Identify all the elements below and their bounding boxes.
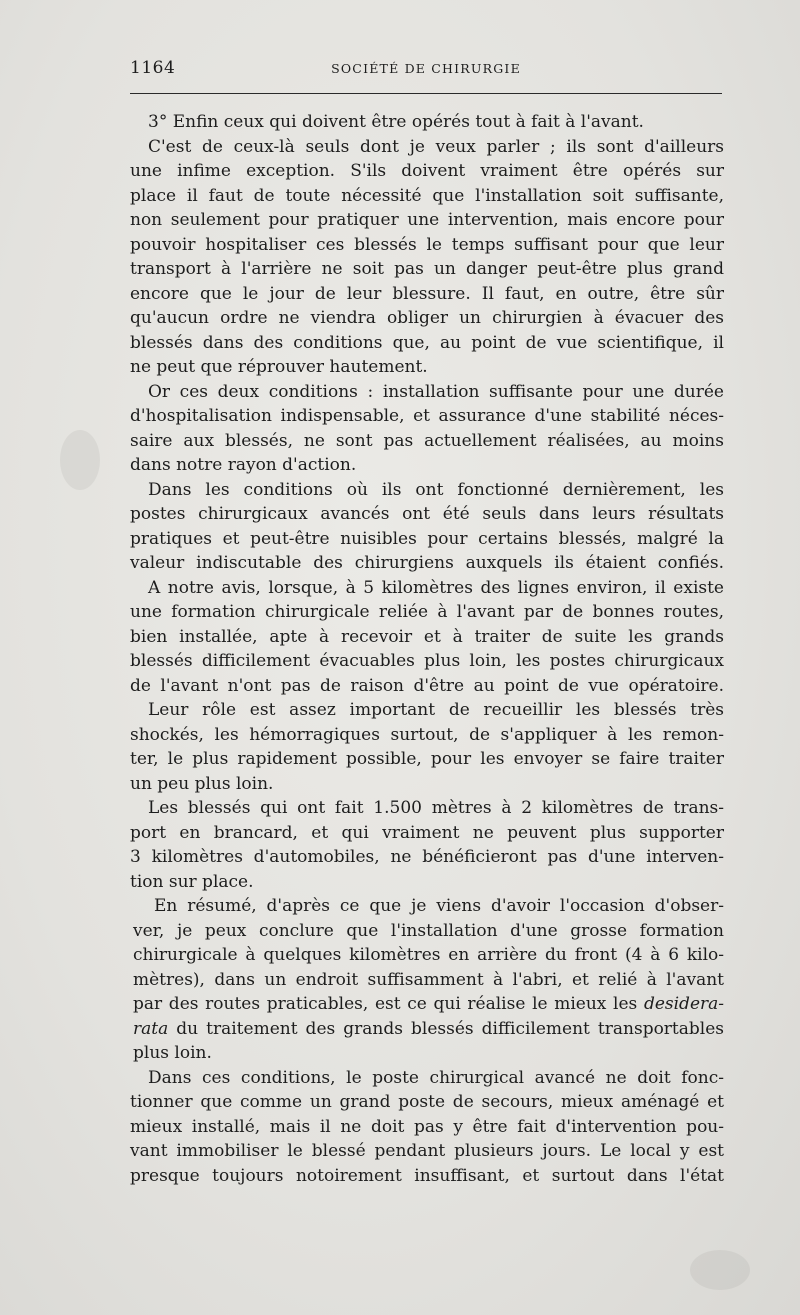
- text-line: [130, 649, 724, 674]
- line-text: une infime exception. S'ils doivent vraiment être opérés sur: [130, 161, 724, 181]
- text-line: [130, 1164, 724, 1189]
- text-line: [130, 698, 724, 723]
- text-line: [130, 870, 724, 895]
- running-title: SOCIÉTÉ DE CHIRURGIE: [331, 61, 521, 76]
- page-header: [130, 58, 722, 82]
- line-text: postes chirurgicaux avancés ont été seuls dans leurs résultats: [130, 504, 724, 524]
- text-line: [130, 282, 724, 307]
- text-line: [130, 723, 724, 748]
- text-line: [130, 110, 724, 135]
- text-line: [130, 1041, 724, 1066]
- line-text: place il faut de toute nécessité que l'installation soit suffisante,: [130, 185, 724, 206]
- text-line: [130, 845, 724, 870]
- text-line: [130, 576, 724, 601]
- line-text: 3 kilomètres d'automobiles, ne bénéficieront pas d'une interven-: [130, 847, 724, 867]
- line-text: En résumé, d'après ce que je viens d'avoir l'occasion d'obser-: [154, 896, 724, 916]
- line-text: qu'aucun ordre ne viendra obliger un chirurgien à évacuer des: [130, 308, 724, 328]
- text-line: [130, 404, 724, 429]
- line-text: Or ces deux conditions : installation suffisante pour une durée: [148, 381, 724, 402]
- text-line: [130, 551, 724, 576]
- header-rule: [130, 93, 722, 94]
- line-text: ter, le plus rapidement possible, pour les envoyer se faire traiter: [130, 749, 724, 769]
- text-line: [130, 184, 724, 209]
- line-text: blessés difficilement évacuables plus loin, les postes chirurgicaux: [130, 651, 724, 671]
- text-line: [130, 625, 724, 650]
- text-line: [130, 894, 724, 919]
- line-text: pratiques et peut-être nuisibles pour certains blessés, malgré la: [130, 528, 724, 549]
- line-text: dans notre rayon d'action.: [130, 455, 357, 475]
- text-line: [130, 135, 724, 160]
- line-text: pouvoir hospitaliser ces blessés le temps suffisant pour que leur: [130, 234, 724, 255]
- page-number: 1164: [130, 58, 176, 78]
- line-text: tion sur place.: [130, 871, 254, 892]
- line-text: tionner que comme un grand poste de secours, mieux aménagé et: [130, 1092, 724, 1112]
- line-text: encore que le jour de leur blessure. Il faut, en outre, être sûr: [130, 283, 724, 304]
- text-line: [130, 1139, 724, 1164]
- text-line: [130, 257, 724, 282]
- line-text: A notre avis, lorsque, à 5 kilomètres des lignes environ, il existe: [148, 577, 724, 598]
- line-text: 3° Enfin ceux qui doivent être opérés tout à fait à l'avant.: [148, 112, 644, 132]
- italic-word: rata: [133, 1018, 169, 1039]
- text-line: [130, 1017, 724, 1042]
- text-line: [130, 453, 724, 478]
- line-text: une formation chirurgicale reliée à l'avant par de bonnes routes,: [130, 602, 724, 622]
- text-line: [130, 1066, 724, 1091]
- text-line: [130, 502, 724, 527]
- line-text: Leur rôle est assez important de recueillir les blessés très: [148, 700, 724, 720]
- text-line: [130, 992, 724, 1017]
- text-line: [130, 478, 724, 503]
- line-text: un peu plus loin.: [130, 773, 274, 794]
- line-text: ver, je peux conclure que l'installation d'une grosse formation: [133, 920, 724, 941]
- text-line: [130, 747, 724, 772]
- text-line: [130, 772, 724, 797]
- line-text: par des routes praticables, est ce qui réalise le mieux les: [133, 994, 638, 1014]
- text-line: [130, 527, 724, 552]
- line-text: port en brancard, et qui vraiment ne peuvent plus supporter: [130, 822, 724, 843]
- text-line: [130, 968, 724, 993]
- line-text: Les blessés qui ont fait 1.500 mètres à 2 kilomètres de trans-: [148, 798, 724, 818]
- text-line: [130, 208, 724, 233]
- line-text: valeur indiscutable des chirurgiens auxquels ils étaient confiés.: [130, 553, 724, 573]
- italic-word: desidera-: [643, 994, 725, 1014]
- line-text: shockés, les hémorragiques surtout, de s'appliquer à les remon-: [130, 724, 724, 745]
- paper-stain: [690, 1250, 750, 1290]
- line-text: du traitement des grands blessés difficilement transportables: [176, 1018, 725, 1039]
- line-text: plus loin.: [133, 1043, 212, 1063]
- line-text: saire aux blessés, ne sont pas actuellement réalisées, au moins: [130, 430, 724, 451]
- text-line: [130, 159, 724, 184]
- line-text: blessés dans des conditions que, au point de vue scientifique, il: [130, 332, 724, 353]
- line-text: non seulement pour pratiquer une intervention, mais encore pour: [130, 210, 724, 230]
- text-line: [130, 674, 724, 699]
- text-line: [130, 796, 724, 821]
- line-text: mètres), dans un endroit suffisamment à l'abri, et relié à l'avant: [133, 969, 724, 990]
- text-line: [130, 600, 724, 625]
- text-line: [130, 306, 724, 331]
- line-text: vant immobiliser le blessé pendant plusieurs jours. Le local y est: [130, 1141, 724, 1161]
- text-line: [130, 919, 724, 944]
- line-text: C'est de ceux-là seuls dont je veux parler ; ils sont d'ailleurs: [148, 136, 724, 157]
- text-line: [130, 1115, 724, 1140]
- body-text: [130, 110, 724, 1188]
- text-line: [130, 821, 724, 846]
- line-text: presque toujours notoirement insuffisant, et surtout dans l'état: [130, 1165, 724, 1186]
- line-text: de l'avant n'ont pas de raison d'être au point de vue opératoire.: [130, 675, 724, 696]
- line-text: mieux installé, mais il ne doit pas y être fait d'intervention pou-: [130, 1116, 724, 1137]
- text-line: [130, 380, 724, 405]
- line-text: transport à l'arrière ne soit pas un danger peut-être plus grand: [130, 259, 724, 279]
- line-text: d'hospitalisation indispensable, et assurance d'une stabilité néces-: [130, 406, 724, 426]
- text-line: [130, 331, 724, 356]
- line-text: bien installée, apte à recevoir et à traiter de suite les grands: [130, 626, 724, 647]
- text-line: [130, 429, 724, 454]
- paper-stain: [60, 430, 100, 490]
- text-line: [130, 355, 724, 380]
- text-line: [130, 233, 724, 258]
- text-line: [130, 1090, 724, 1115]
- line-text: Dans les conditions où ils ont fonctionné dernièrement, les: [148, 479, 724, 500]
- line-text: chirurgicale à quelques kilomètres en arrière du front (4 à 6 kilo-: [133, 945, 724, 965]
- text-line: [130, 943, 724, 968]
- line-text: Dans ces conditions, le poste chirurgical avancé ne doit fonc-: [148, 1067, 724, 1088]
- line-text: ne peut que réprouver hautement.: [130, 357, 428, 377]
